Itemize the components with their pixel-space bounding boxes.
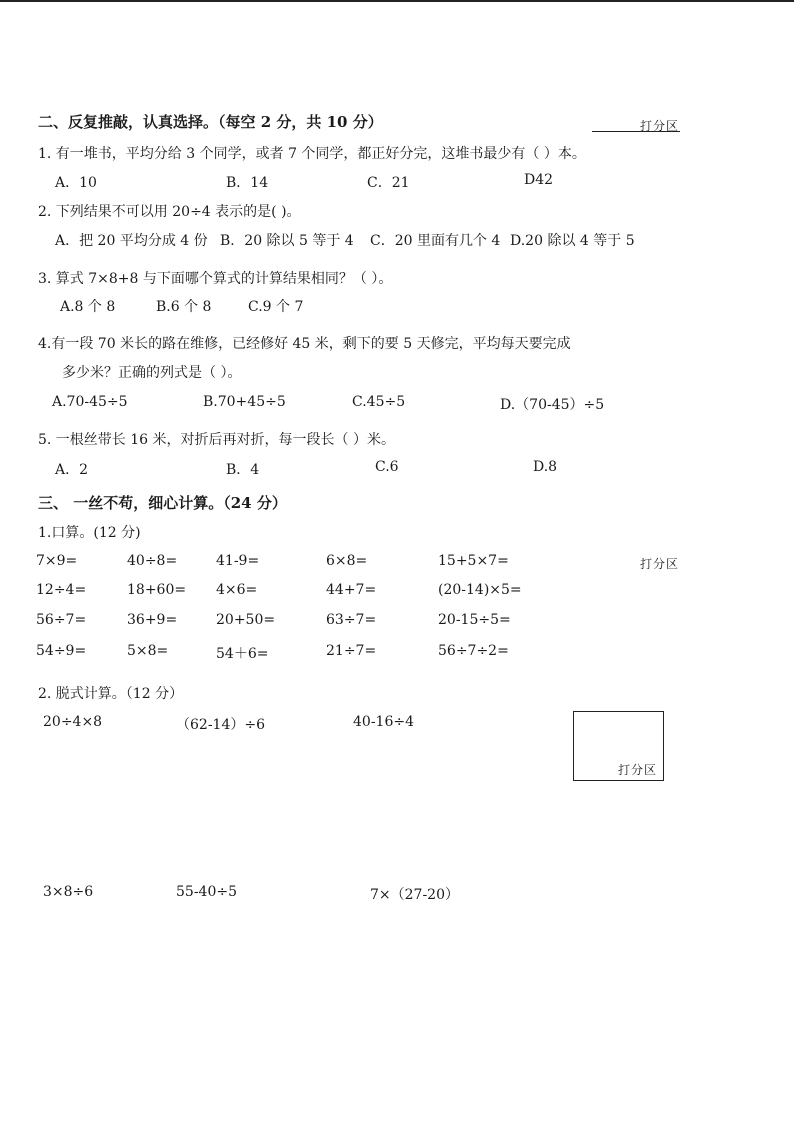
- section2-score-label: 打分区: [640, 119, 680, 133]
- oral-problem: 54÷9=: [36, 643, 87, 659]
- q3-option-b: B.6 个 8: [156, 299, 212, 315]
- oral-problem: 4×6=: [216, 582, 258, 598]
- written-problem-5: 55-40÷5: [176, 884, 237, 900]
- q3-option-c: C.9 个 7: [248, 299, 304, 315]
- oral-problem: 12÷4=: [36, 582, 87, 598]
- written-problem-4: 3×8÷6: [43, 884, 94, 900]
- q4-option-c: C.45÷5: [352, 394, 406, 410]
- oral-problem: 56÷7÷2=: [438, 643, 509, 659]
- q1-option-b: B．14: [226, 175, 269, 191]
- written-problem-3: 40-16÷4: [353, 714, 414, 730]
- q1-option-d: D42: [524, 172, 554, 188]
- q5-option-b: B．4: [226, 462, 260, 478]
- written-score-label: 打分区: [617, 763, 657, 777]
- q1-option-a: A．10: [55, 175, 97, 191]
- written-problem-2: （62-14）÷6: [176, 717, 265, 733]
- written-calc-title: 2. 脱式计算。（12 分）: [38, 686, 184, 702]
- oral-problem: 54＋6=: [216, 646, 269, 662]
- q4-option-d: D.（70-45）÷5: [500, 397, 605, 413]
- oral-problem: 20-15÷5=: [438, 612, 511, 628]
- q2-option-a: A．把 20 平均分成 4 份: [55, 233, 208, 249]
- question-2: 2. 下列结果不可以用 20÷4 表示的是( )。: [38, 204, 301, 220]
- oral-score-label: 打分区: [640, 557, 680, 571]
- question-4: 4.有一段 70 米长的路在维修，已经修好 45 米，剩下的要 5 天修完，平均每天要完成: [38, 336, 571, 352]
- oral-problem: 20+50=: [216, 612, 276, 628]
- q4-option-a: A.70-45÷5: [52, 394, 128, 410]
- question-5: 5. 一根丝带长 16 米，对折后再对折，每一段长（ ）米。: [38, 432, 395, 448]
- oral-problem: 63÷7=: [326, 612, 377, 628]
- oral-calc-title: 1.口算。(12 分): [38, 525, 141, 541]
- top-border: [0, 0, 794, 2]
- q5-option-c: C.6: [375, 459, 399, 475]
- oral-problem: 5×8=: [127, 643, 169, 659]
- question-4-line2: 多少米？正确的列式是（ ）。: [62, 365, 242, 381]
- written-problem-1: 20÷4×8: [43, 714, 103, 730]
- oral-problem: 36+9=: [127, 612, 178, 628]
- q5-option-a: A．2: [55, 462, 89, 478]
- oral-problem: 40÷8=: [127, 553, 178, 569]
- oral-problem: 41-9=: [216, 553, 260, 569]
- q4-option-b: B.70+45÷5: [203, 394, 286, 410]
- q2-option-b: B．20 除以 5 等于 4: [220, 233, 354, 249]
- oral-problem: 21÷7=: [326, 643, 377, 659]
- oral-problem: 7×9=: [36, 553, 78, 569]
- oral-problem: (20-14)×5=: [438, 582, 522, 598]
- section3-heading: 三、 一丝不苟，细心计算。（24 分）: [38, 494, 287, 512]
- oral-problem: 44+7=: [326, 582, 377, 598]
- q3-option-a: A.8 个 8: [60, 299, 116, 315]
- oral-problem: 6×8=: [326, 553, 368, 569]
- q2-option-d: D.20 除以 4 等于 5: [510, 233, 635, 249]
- oral-problem: 15+5×7=: [438, 553, 509, 569]
- q2-option-c: C．20 里面有几个 4: [370, 233, 501, 249]
- oral-problem: 56÷7=: [36, 612, 87, 628]
- question-1: 1. 有一堆书，平均分给 3 个同学，或者 7 个同学，都正好分完，这堆书最少有（ ）本。: [38, 146, 586, 162]
- score-box: [573, 711, 664, 781]
- q1-option-c: C．21: [367, 175, 410, 191]
- section2-heading: 二、反复推敲，认真选择。（每空 2 分，共 10 分）: [38, 113, 383, 131]
- q5-option-d: D.8: [533, 459, 558, 475]
- written-problem-6: 7×（27-20）: [370, 887, 459, 903]
- question-3: 3. 算式 7×8+8 与下面哪个算式的计算结果相同？（ ）。: [38, 271, 393, 287]
- oral-problem: 18+60=: [127, 582, 187, 598]
